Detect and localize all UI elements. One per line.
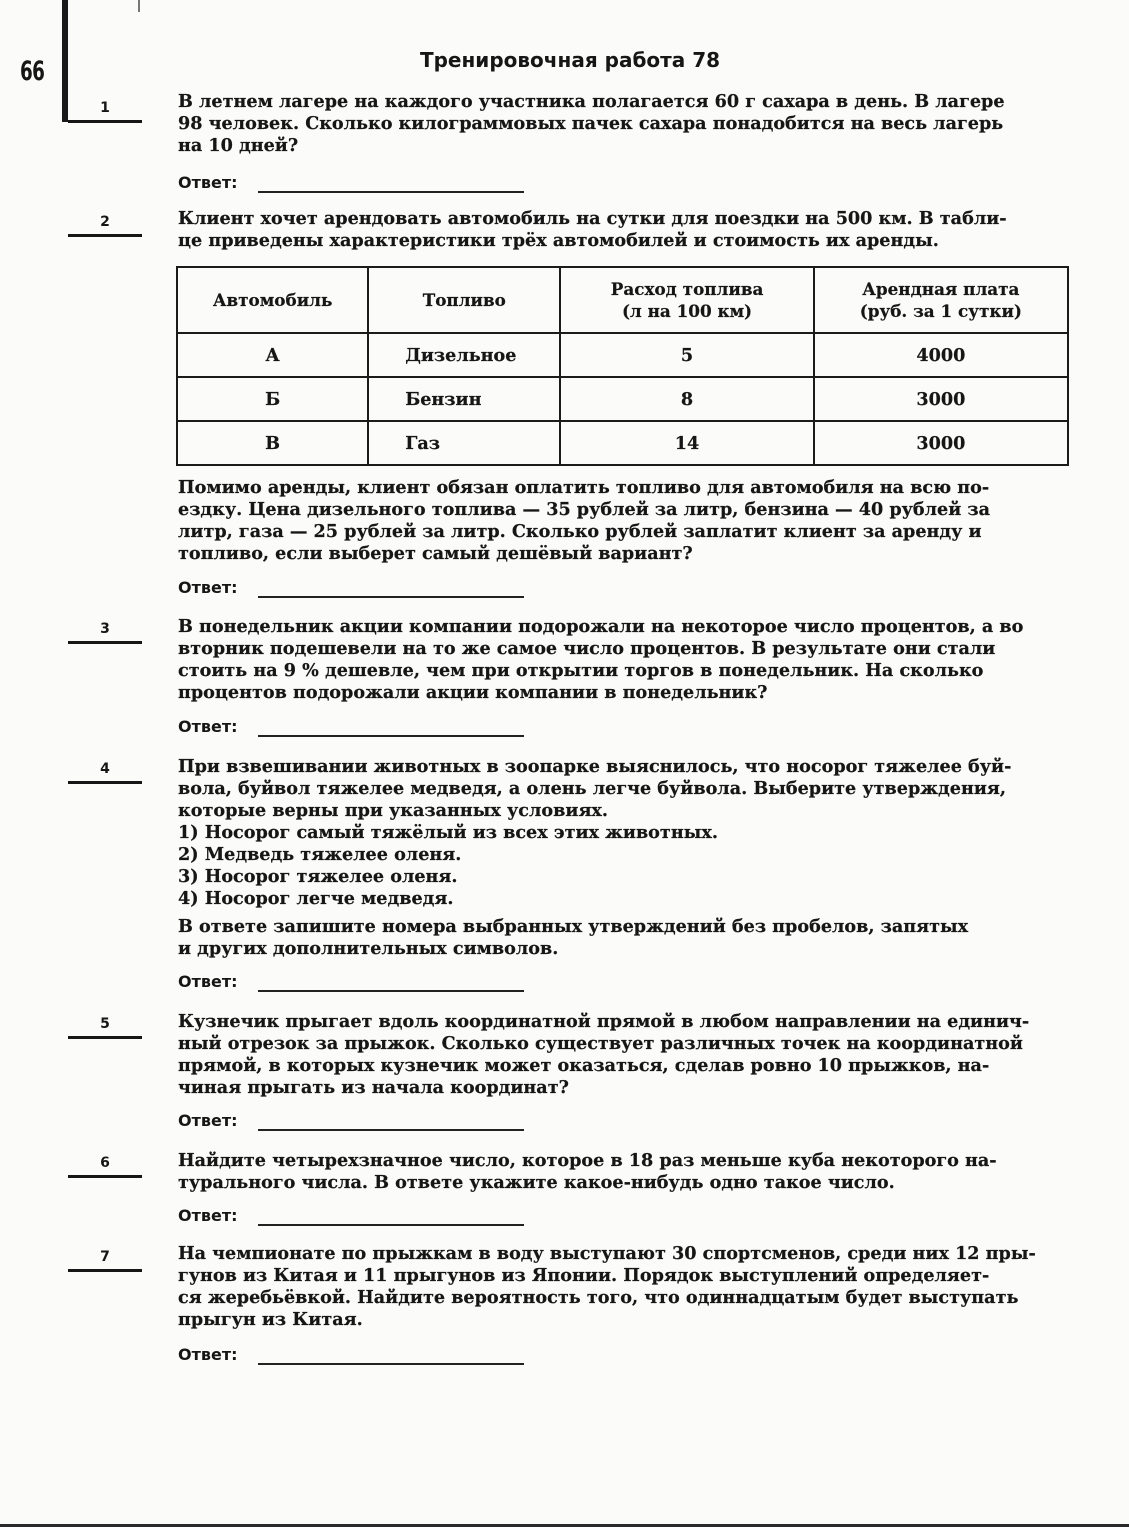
task-number: 7: [100, 1249, 110, 1265]
table-cell: А: [177, 333, 368, 377]
text-line: которые верны при указанных условиях.: [178, 800, 609, 821]
text-line: ездку. Цена дизельного топлива — 35 рублей за литр, бензина — 40 рублей за: [178, 499, 991, 520]
task-2-text: [178, 208, 1068, 252]
task-7-answer: [178, 1345, 538, 1369]
text-line: 2) Медведь тяжелее оленя.: [178, 844, 462, 865]
text-line: 4) Носорог легче медведя.: [178, 888, 454, 909]
task-2-answer: [178, 578, 538, 602]
task-1-marker: [68, 100, 142, 128]
table-cell: Газ: [368, 421, 560, 465]
answer-label: Ответ:: [178, 173, 238, 192]
task-1-text: [178, 91, 1068, 157]
task-7-text: [178, 1243, 1068, 1331]
task-rule: [68, 781, 142, 784]
task-4-answer: [178, 972, 538, 996]
text-line: При взвешивании животных в зоопарке выяснилось, что носорог тяжелее буй-: [178, 756, 1012, 777]
task-number: 5: [100, 1016, 110, 1032]
text-line: Найдите четырехзначное число, которое в 18 раз меньше куба некоторого на-: [178, 1150, 997, 1171]
text-line: 1) Носорог самый тяжёлый из всех этих животных.: [178, 822, 718, 843]
task-4-text: [178, 756, 1068, 910]
page-title: Тренировочная работа 78: [419, 48, 721, 72]
table-cell: 4000: [814, 333, 1068, 377]
task-1-answer: [178, 173, 538, 197]
task-number: 4: [100, 761, 110, 777]
answer-line[interactable]: [258, 735, 524, 737]
task-number: 2: [100, 214, 110, 230]
task-6-text: [178, 1150, 1068, 1194]
task-rule: [68, 234, 142, 237]
table-cell: 14: [560, 421, 813, 465]
answer-label: Ответ:: [178, 717, 238, 736]
text-line: В ответе запишите номера выбранных утверждений без пробелов, запятых: [178, 916, 969, 937]
task-5-text: [178, 1011, 1068, 1099]
table-header-row: [177, 267, 1068, 333]
task-2-continuation: [178, 477, 1068, 565]
task-4-marker: [68, 761, 142, 789]
answer-label: Ответ:: [178, 1111, 238, 1130]
task-5-answer: [178, 1111, 538, 1135]
table-header-cell: Топливо: [368, 267, 560, 333]
text-line: ся жеребьёвкой. Найдите вероятность того, что одиннадцатым будет выступать: [178, 1287, 1019, 1308]
text-line: топливо, если выберет самый дешёвый вариант?: [178, 543, 693, 564]
binding-tick: [138, 0, 140, 12]
task-6-marker: [68, 1155, 142, 1183]
text-line: В летнем лагере на каждого участника полагается 60 г сахара в день. В лагере: [178, 91, 1005, 112]
table-row: [177, 377, 1068, 421]
table-header-cell: Расход топлива (л на 100 км): [560, 267, 813, 333]
car-rental-table: [176, 266, 1069, 466]
task-number: 1: [100, 100, 110, 116]
task-6-answer: [178, 1206, 538, 1230]
table-row: [177, 333, 1068, 377]
answer-label: Ответ:: [178, 578, 238, 597]
task-2-marker: [68, 214, 142, 242]
text-line: турального числа. В ответе укажите какое-нибудь одно такое число.: [178, 1172, 895, 1193]
text-line: вторник подешевели на то же самое число процентов. В результате они стали: [178, 638, 996, 659]
table-cell: В: [177, 421, 368, 465]
task-7-marker: [68, 1249, 142, 1277]
answer-line[interactable]: [258, 1363, 524, 1365]
task-rule: [68, 1036, 142, 1039]
text-line: литр, газа — 25 рублей за литр. Сколько рублей заплатит клиент за аренду и: [178, 521, 982, 542]
answer-label: Ответ:: [178, 1206, 238, 1225]
text-line: Клиент хочет арендовать автомобиль на сутки для поездки на 500 км. В табли-: [178, 208, 1007, 229]
answer-line[interactable]: [258, 1224, 524, 1226]
task-rule: [68, 641, 142, 644]
text-line: це приведены характеристики трёх автомобилей и стоимость их аренды.: [178, 230, 939, 251]
task-rule: [68, 1175, 142, 1178]
table-row: [177, 421, 1068, 465]
table-header-cell: Автомобиль: [177, 267, 368, 333]
task-4-instruction: [178, 916, 1068, 960]
table-cell: 3000: [814, 377, 1068, 421]
text-line: вола, буйвол тяжелее медведя, а олень легче буйвола. Выберите утверждения,: [178, 778, 1006, 799]
answer-label: Ответ:: [178, 972, 238, 991]
task-5-marker: [68, 1016, 142, 1044]
table-header-cell: Арендная плата (руб. за 1 сутки): [814, 267, 1068, 333]
table-cell: 5: [560, 333, 813, 377]
task-3-text: [178, 616, 1068, 704]
text-line: Кузнечик прыгает вдоль координатной прямой в любом направлении на единич-: [178, 1011, 1030, 1032]
text-line: прыгун из Китая.: [178, 1309, 363, 1330]
text-line: Помимо аренды, клиент обязан оплатить топливо для автомобиля на всю по-: [178, 477, 990, 498]
text-line: процентов подорожали акции компании в понедельник?: [178, 682, 768, 703]
text-line: гунов из Китая и 11 прыгунов из Японии. Порядок выступлений определяет-: [178, 1265, 990, 1286]
task-rule: [68, 1269, 142, 1272]
table-cell: 3000: [814, 421, 1068, 465]
page-number: 66: [20, 56, 45, 87]
text-line: на 10 дней?: [178, 135, 299, 156]
answer-line[interactable]: [258, 596, 524, 598]
text-line: В понедельник акции компании подорожали на некоторое число процентов, а во: [178, 616, 1024, 637]
answer-line[interactable]: [258, 191, 524, 193]
table-cell: 8: [560, 377, 813, 421]
task-3-marker: [68, 621, 142, 649]
task-number: 3: [100, 621, 110, 637]
text-line: На чемпионате по прыжкам в воду выступают 30 спортсменов, среди них 12 пры-: [178, 1243, 1036, 1264]
table-cell: Дизельное: [368, 333, 560, 377]
task-3-answer: [178, 717, 538, 741]
answer-line[interactable]: [258, 990, 524, 992]
text-line: 98 человек. Сколько килограммовых пачек сахара понадобится на весь лагерь: [178, 113, 1004, 134]
answer-label: Ответ:: [178, 1345, 238, 1364]
task-rule: [68, 120, 142, 123]
answer-line[interactable]: [258, 1129, 524, 1131]
text-line: стоить на 9 % дешевле, чем при открытии торгов в понедельник. На сколько: [178, 660, 984, 681]
table-cell: Б: [177, 377, 368, 421]
text-line: прямой, в которых кузнечик может оказаться, сделав ровно 10 прыжков, на-: [178, 1055, 990, 1076]
text-line: 3) Носорог тяжелее оленя.: [178, 866, 458, 887]
task-number: 6: [100, 1155, 110, 1171]
text-line: ный отрезок за прыжок. Сколько существует различных точек на координатной: [178, 1033, 1023, 1054]
text-line: и других дополнительных символов.: [178, 938, 559, 959]
table-cell: Бензин: [368, 377, 560, 421]
text-line: чиная прыгать из начала координат?: [178, 1077, 569, 1098]
